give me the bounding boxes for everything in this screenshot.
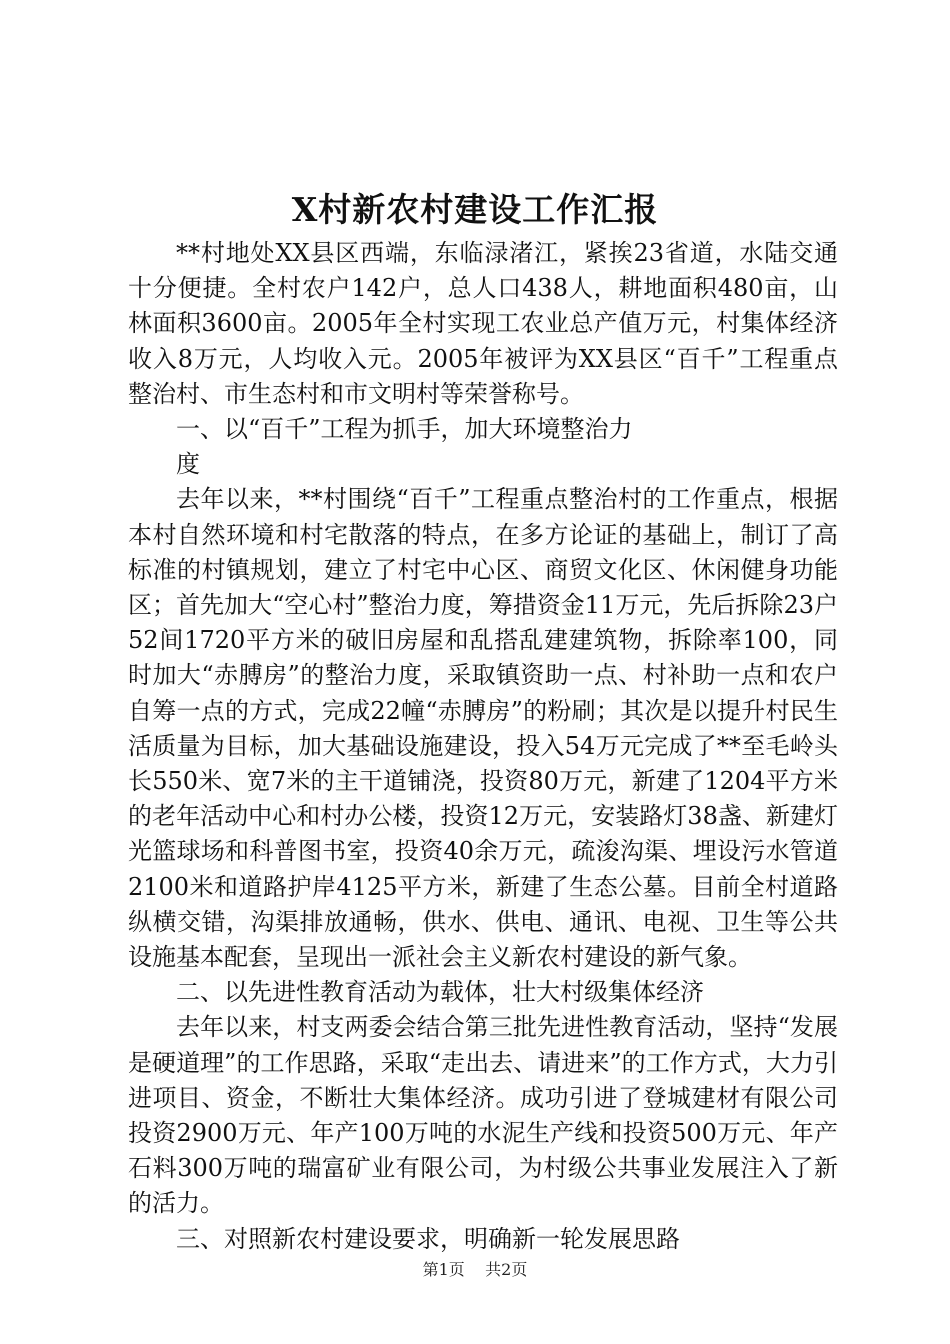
page-total: 共2页 [485,1260,528,1279]
section-heading-2: 二、以先进性教育活动为载体，壮大村级集体经济 [176,978,704,1007]
document-body [128,236,838,1257]
section-heading-3: 三、对照新农村建设要求，明确新一轮发展思路 [176,1224,680,1253]
paragraph-environment: 去年以来，**村围绕“百千”工程重点整治村的工作重点，根据本村自然环境和村宅散落的特点，在多方论证的基础上，制订了高标准的村镇规划，建立了村宅中心区、商贸文化区、休闲健身功能区；首先加大“空心村”整治力度，筹措资金11万元，先后拆除23户52间1720平方米的破旧房屋和乱搭乱建建筑物，拆除率100，同时加大“赤膊房”的整治力度，采取镇资助一点、村补助一点和农户自筹一点的方式，完成22幢“赤膊房”的粉刷；其次是以提升村民生活质量为目标，加大基础设施建设，投入54万元完成了**至毛岭头长550米、宽7米的主干道铺浇，投资80万元，新建了1204平方米的老年活动中心和村办公楼，投资12万元，安装路灯38盏、新建灯光篮球场和科普图书室，投资40余万元，疏浚沟渠、埋设污水管道2100米和道路护岸4125平方米，新建了生态公墓。目前全村道路纵横交错，沟渠排放通畅，供水、供电、通讯、电视、卫生等公共设施基本配套，呈现出一派社会主义新农村建设的新气象。 [128,485,838,972]
paragraph-economy: 去年以来，村支两委会结合第三批先进性教育活动，坚持“发展是硬道理”的工作思路，采取“走出去、请进来”的工作方式，大力引进项目、资金，不断壮大集体经济。成功引进了登城建材有限公司投资2900万元、年产100万吨的水泥生产线和投资500万元、年产石料300万吨的瑞富矿业有限公司，为村级公共事业发展注入了新的活力。 [128,1013,838,1218]
document-title: X村新农村建设工作汇报 [291,190,659,229]
paragraph-intro: **村地处XX县区西端，东临渌渚江，紧挨23省道，水陆交通十分便捷。全村农户142户，总人口438人，耕地面积480亩，山林面积3600亩。2005年全村实现工农业总产值万元，村集体经济收入8万元，人均收入元。2005年被评为XX县区“百千”工程重点整治村、市生态村和市文明村等荣誉称号。 [128,239,838,408]
page-number: 第1页 [422,1260,465,1279]
page-footer [0,1258,950,1282]
section-heading-1-continued: 度 [176,450,200,479]
section-heading-1: 一、以“百千”工程为抓手，加大环境整治力 [176,415,633,444]
